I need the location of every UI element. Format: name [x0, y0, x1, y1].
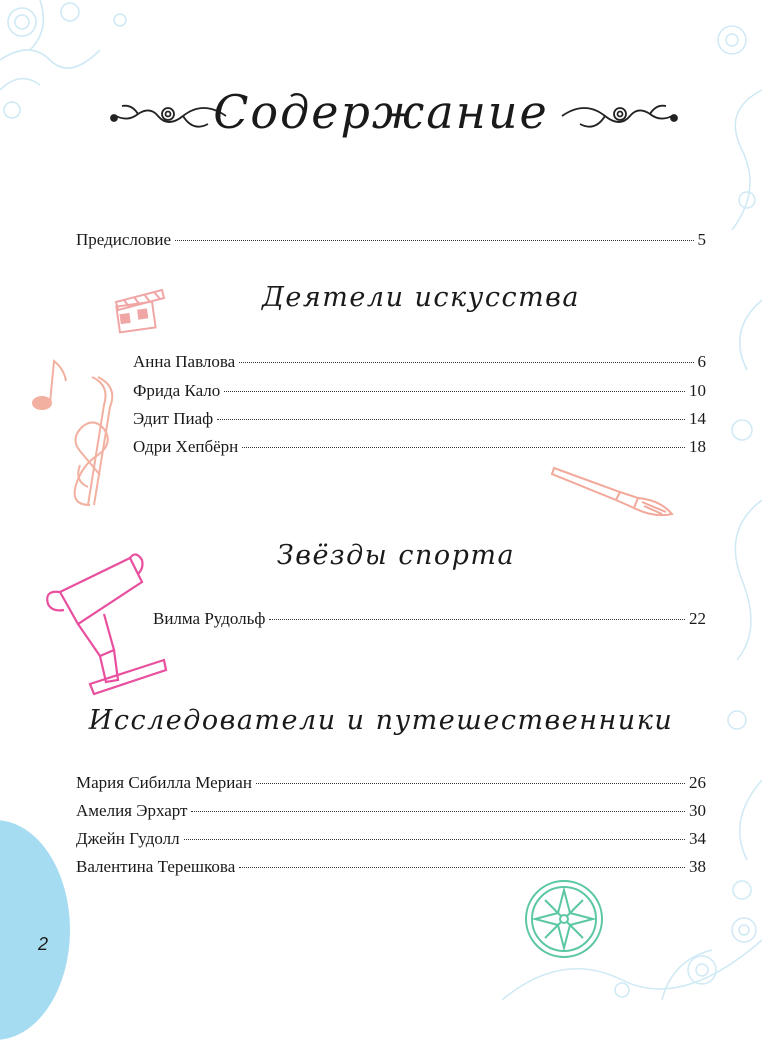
- leader-dots: [256, 783, 685, 784]
- toc-entry-page: 34: [689, 829, 706, 848]
- leader-dots: [242, 447, 685, 448]
- toc-entry-page: 22: [689, 609, 706, 628]
- paintbrush-icon: [550, 462, 680, 522]
- toc-entry-page: 18: [689, 437, 706, 456]
- toc-entry-label: Предисловие: [76, 230, 172, 249]
- leader-dots: [184, 839, 685, 840]
- toc-entry-label: Амелия Эрхарт: [76, 801, 188, 820]
- toc-entry-page: 38: [689, 857, 706, 876]
- toc-entry[interactable]: [76, 799, 706, 823]
- clapperboard-icon: [110, 284, 170, 334]
- toc-entry-label: Фрида Кало: [133, 381, 221, 400]
- page-title: Содержание: [213, 85, 549, 139]
- leader-dots: [217, 419, 685, 420]
- toc-entry-page: 30: [689, 801, 706, 820]
- page-number: 2: [38, 934, 49, 954]
- leader-dots: [224, 391, 685, 392]
- leader-dots: [191, 811, 685, 812]
- toc-entry-label: Одри Хепбёрн: [133, 437, 239, 456]
- toc-entry-page: 14: [689, 409, 706, 428]
- trophy-icon: [38, 552, 168, 697]
- toc-entry-label: Мария Сибилла Мериан: [76, 773, 252, 792]
- leader-dots: [239, 362, 693, 363]
- toc-entry[interactable]: [133, 435, 706, 459]
- toc-entry[interactable]: [133, 407, 706, 431]
- compass-icon: [523, 878, 605, 960]
- toc-entry[interactable]: [76, 771, 706, 795]
- toc-entry-label: Эдит Пиаф: [133, 409, 214, 428]
- toc-entry-label: Вилма Рудольф: [153, 609, 266, 628]
- toc-entry[interactable]: [153, 607, 706, 631]
- flourish-icon: [560, 96, 680, 136]
- toc-entry[interactable]: [76, 855, 706, 879]
- toc-entry-page: 5: [697, 230, 706, 249]
- toc-entry-page: 6: [697, 352, 706, 371]
- toc-entry[interactable]: [76, 827, 706, 851]
- leader-dots: [269, 619, 685, 620]
- page-corner-blob: [0, 820, 70, 1040]
- section-title-sports: Звёзды спорта: [276, 540, 516, 571]
- toc-entry-page: 26: [689, 773, 706, 792]
- toc-entry-label: Валентина Терешкова: [76, 857, 236, 876]
- toc-entry[interactable]: [133, 379, 706, 403]
- toc-entry-label: Анна Павлова: [133, 352, 236, 371]
- toc-entry[interactable]: [76, 228, 706, 252]
- leader-dots: [175, 240, 693, 241]
- section-title-arts: Деятели искусства: [261, 282, 580, 313]
- toc-entry-page: 10: [689, 381, 706, 400]
- treble-clef-icon: [30, 355, 120, 515]
- toc-entry[interactable]: [133, 350, 706, 374]
- toc-entry-label: Джейн Гудолл: [76, 829, 180, 848]
- leader-dots: [239, 867, 685, 868]
- title-row: [0, 78, 762, 148]
- section-title-explorers: Исследователи и путешественники: [88, 705, 674, 736]
